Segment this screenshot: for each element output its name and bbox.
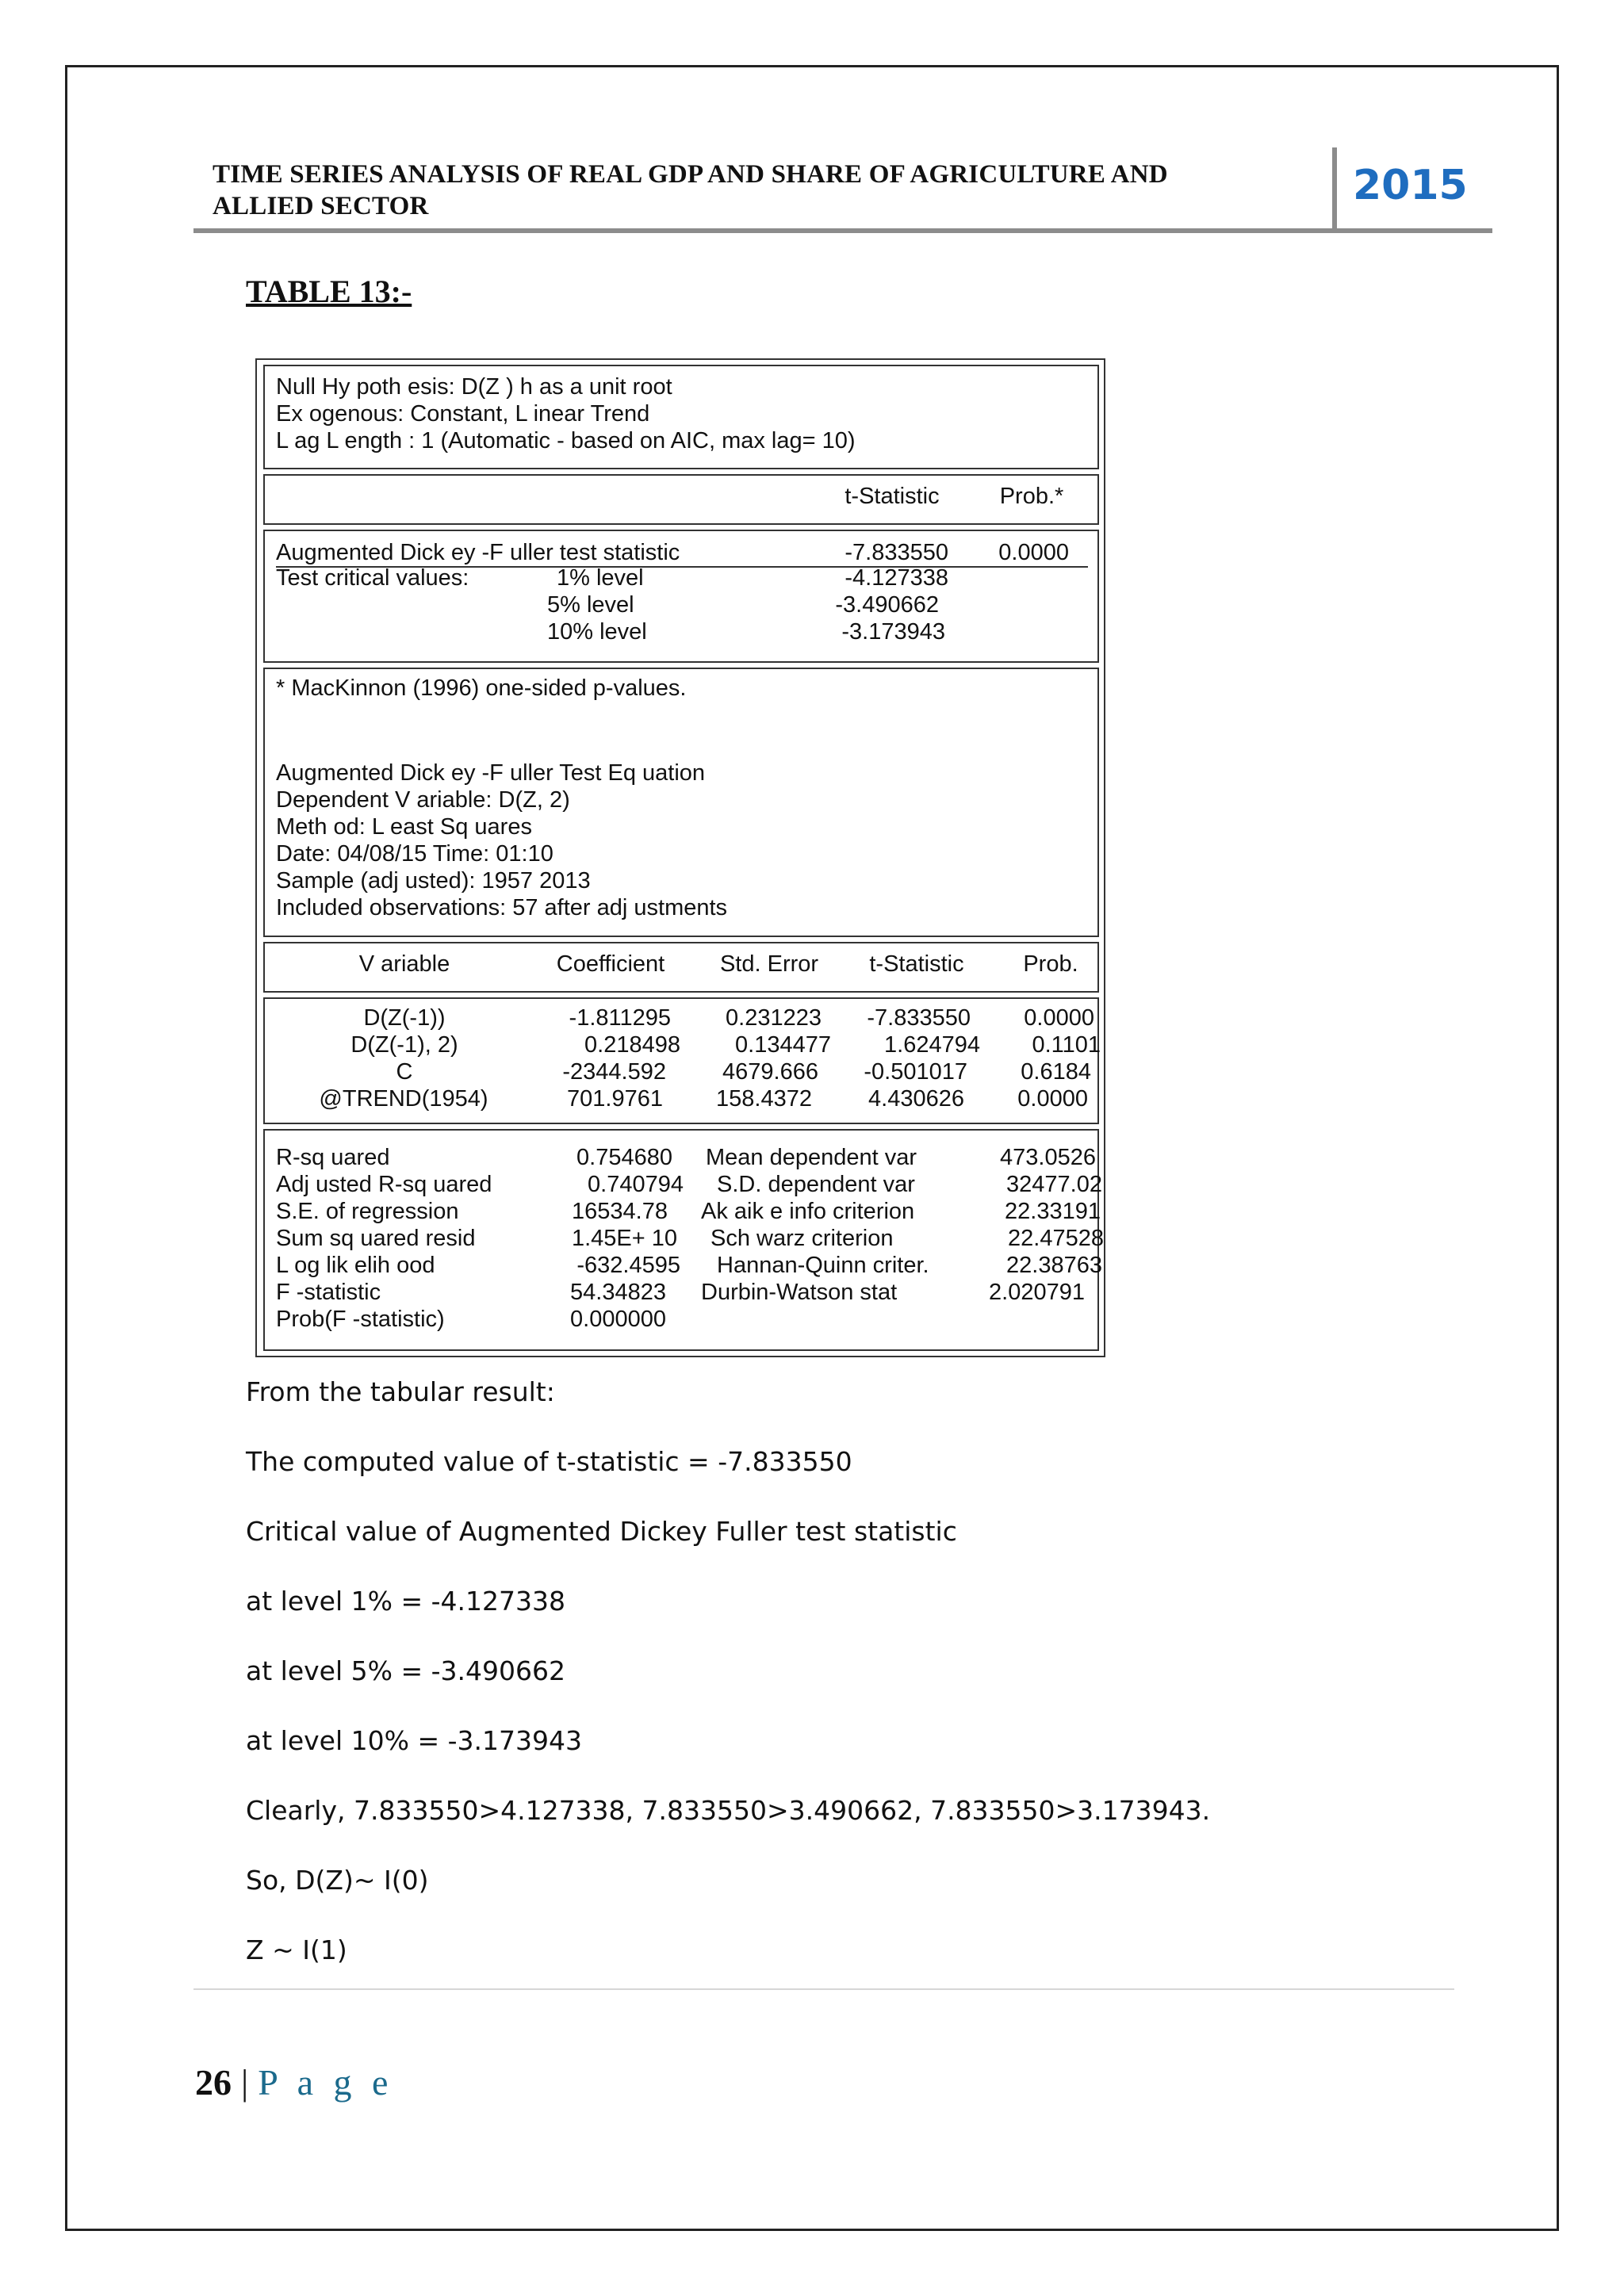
header-year: 2015 — [1353, 162, 1468, 209]
equation-info-line: Date: 04/08/15 Time: 01:10 — [276, 841, 553, 867]
stat-value: -632.4595 — [576, 1253, 680, 1278]
col-t-statistic: t-Statistic — [869, 951, 964, 977]
coef-std-error: 0.134477 — [735, 1032, 831, 1058]
page-word: P a g e — [258, 2062, 394, 2103]
stat-value: 32477.02 — [1006, 1172, 1102, 1197]
header-title-line-2: ALLIED SECTOR — [213, 192, 429, 220]
col-coefficient: Coefficient — [556, 951, 665, 977]
footer-rule — [193, 1988, 1454, 1990]
stat-label: Sum sq uared resid — [276, 1226, 476, 1251]
coef-value: 701.9761 — [567, 1086, 663, 1112]
coef-t-statistic: -7.833550 — [867, 1005, 971, 1031]
equation-info-line: Sample (adj usted): 1957 2013 — [276, 868, 591, 894]
coef-t-statistic: -0.501017 — [864, 1059, 967, 1085]
hypothesis-line: Null Hy poth esis: D(Z ) h as a unit root — [276, 374, 672, 400]
header-horizontal-rule — [193, 228, 1492, 233]
stat-label: L og lik elih ood — [276, 1253, 435, 1278]
coef-t-statistic: 1.624794 — [884, 1032, 980, 1058]
coef-variable: @TREND(1954) — [319, 1086, 488, 1112]
equation-info-line: Meth od: L east Sq uares — [276, 814, 532, 840]
coef-std-error: 0.231223 — [726, 1005, 822, 1031]
stat-value: 0.754680 — [576, 1145, 672, 1170]
body-paragraph: at level 1% = -4.127338 — [246, 1586, 565, 1617]
coef-value: -1.811295 — [569, 1005, 671, 1031]
coef-prob: 0.0000 — [1024, 1005, 1094, 1031]
stat-value: 2.020791 — [989, 1280, 1085, 1305]
coef-variable: D(Z(-1), 2) — [350, 1032, 458, 1058]
header-t-statistic: t-Statistic — [845, 484, 940, 509]
coef-std-error: 158.4372 — [716, 1086, 812, 1112]
body-paragraph: at level 5% = -3.490662 — [246, 1655, 565, 1686]
header-prob: Prob.* — [999, 484, 1064, 509]
hypothesis-line: L ag L ength : 1 (Automatic - based on AIC, max lag= 10) — [276, 428, 856, 453]
table-caption: TABLE 13:- — [246, 274, 412, 309]
coef-value: -2344.592 — [562, 1059, 666, 1085]
stat-label: S.D. dependent var — [717, 1172, 915, 1197]
page-footer — [195, 2061, 393, 2103]
coef-prob: 0.1101 — [1032, 1032, 1101, 1058]
document-header-title — [213, 159, 1315, 222]
stat-label: Durbin-Watson stat — [701, 1280, 898, 1305]
stat-label: Adj usted R-sq uared — [276, 1172, 492, 1197]
stat-label: Hannan-Quinn criter. — [717, 1253, 929, 1278]
body-paragraph: Clearly, 7.833550>4.127338, 7.833550>3.490662, 7.833550>3.173943. — [246, 1795, 1211, 1826]
coef-prob: 0.0000 — [1017, 1086, 1088, 1112]
col-std-error: Std. Error — [719, 951, 819, 977]
stat-label: Sch warz criterion — [710, 1226, 894, 1251]
stat-value: 473.0526 — [1000, 1145, 1096, 1170]
coef-variable: D(Z(-1)) — [363, 1005, 446, 1031]
stat-value: 0.000000 — [570, 1307, 666, 1332]
critical-value-1: -4.127338 — [845, 565, 948, 591]
stat-label: F -statistic — [276, 1280, 381, 1305]
stat-value: 22.38763 — [1006, 1253, 1102, 1278]
stat-label: Ak aik e info criterion — [701, 1199, 915, 1224]
coef-t-statistic: 4.430626 — [868, 1086, 964, 1112]
stat-value: 22.47528 — [1008, 1226, 1104, 1251]
adf-statistic-value: -7.833550 — [845, 540, 948, 565]
stat-value: 22.33191 — [1005, 1199, 1101, 1224]
stat-value: 54.34823 — [570, 1280, 666, 1305]
header-vertical-divider — [1332, 147, 1337, 230]
mackinnon-note: * MacKinnon (1996) one-sided p-values. — [276, 675, 687, 701]
page-number: 26 — [195, 2062, 232, 2103]
equation-info-line: Dependent V ariable: D(Z, 2) — [276, 787, 570, 813]
stat-value: 0.740794 — [588, 1172, 684, 1197]
coef-prob: 0.6184 — [1021, 1059, 1091, 1085]
coef-std-error: 4679.666 — [722, 1059, 818, 1085]
header-title-line-1: TIME SERIES ANALYSIS OF REAL GDP AND SHARE OF AGRICULTURE AND — [213, 160, 1168, 189]
stat-value: 1.45E+ 10 — [571, 1226, 677, 1251]
critical-level-5: 5% level — [547, 592, 634, 618]
critical-level-10: 10% level — [547, 619, 647, 645]
body-paragraph: Z ~ I(1) — [246, 1934, 347, 1965]
equation-info-line: Included observations: 57 after adj ustments — [276, 895, 728, 920]
coef-variable: C — [396, 1059, 413, 1085]
stat-value: 16534.78 — [572, 1199, 668, 1224]
critical-values-label: Test critical values: — [276, 565, 469, 591]
footer-separator: | — [241, 2062, 249, 2103]
coef-value: 0.218498 — [584, 1032, 680, 1058]
body-paragraph: The computed value of t-statistic = -7.833550 — [246, 1446, 852, 1477]
stat-label: Mean dependent var — [706, 1145, 917, 1170]
stat-label: S.E. of regression — [276, 1199, 459, 1224]
body-paragraph: From the tabular result: — [246, 1376, 555, 1407]
critical-level-1: 1% level — [557, 565, 644, 591]
hypothesis-line: Ex ogenous: Constant, L inear Trend — [276, 401, 650, 427]
stat-label: Prob(F -statistic) — [276, 1307, 445, 1332]
critical-value-5: -3.490662 — [835, 592, 939, 618]
equation-info-line: Augmented Dick ey -F uller Test Eq uation — [276, 760, 706, 786]
adf-statistic-prob: 0.0000 — [998, 540, 1069, 565]
stat-label: R-sq uared — [276, 1145, 390, 1170]
col-variable: V ariable — [358, 951, 450, 977]
col-prob: Prob. — [1023, 951, 1078, 977]
body-paragraph: at level 10% = -3.173943 — [246, 1725, 582, 1756]
body-paragraph: So, D(Z)~ I(0) — [246, 1865, 429, 1896]
critical-value-10: -3.173943 — [841, 619, 945, 645]
body-paragraph: Critical value of Augmented Dickey Fuller test statistic — [246, 1516, 957, 1547]
adf-header-section — [263, 474, 1099, 525]
adf-statistic-label: Augmented Dick ey -F uller test statistic — [276, 540, 680, 565]
